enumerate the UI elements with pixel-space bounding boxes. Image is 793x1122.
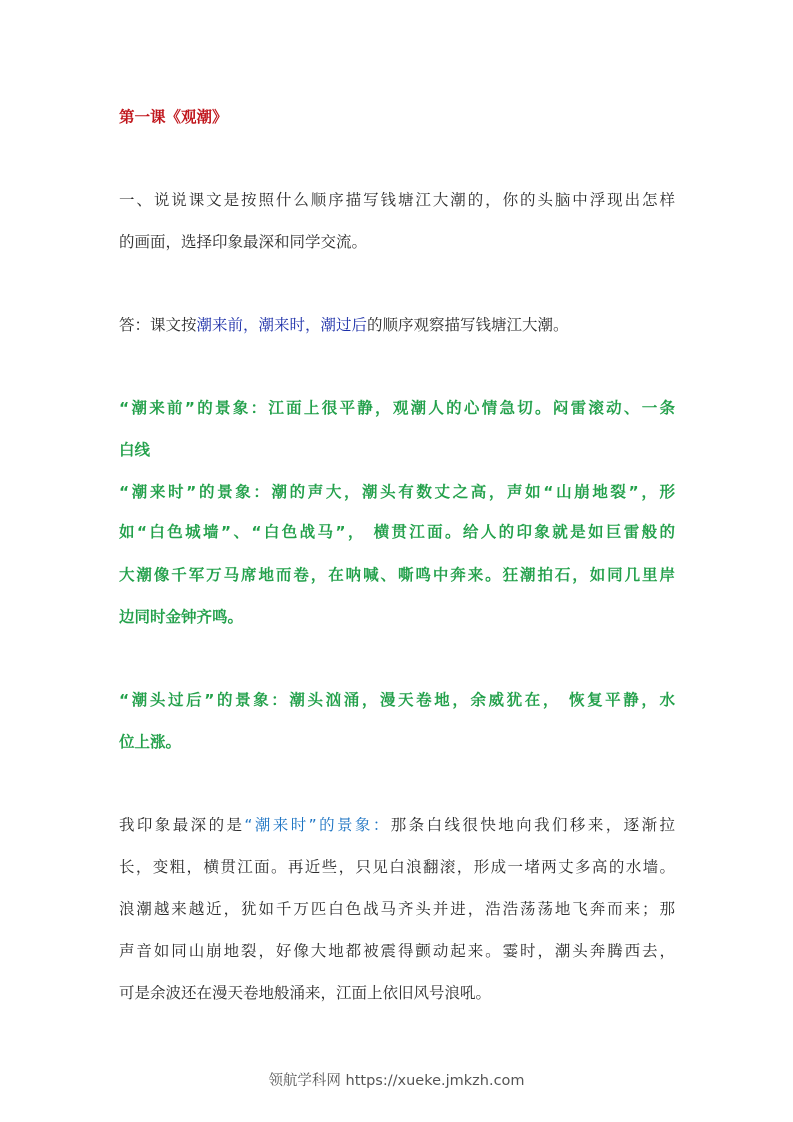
impression-line-1-rest: 那条白线很快地向我们移来，逐渐拉 (390, 816, 675, 834)
impression-line-5: 可是余波还在漫天卷地般涌来，江面上依旧风号浪吼。 (119, 984, 492, 1002)
impression-line-3: 浪潮越来越近，犹如千万匹白色战马齐头并进，浩浩荡荡地飞奔而来；那 (119, 900, 675, 918)
lesson-title: 第一课《观潮》 (119, 108, 228, 126)
impression-line-4: 声音如同山崩地裂，好像大地都被震得颤动起来。霎时，潮头奔腾西去， (119, 942, 675, 960)
scene-after-line-2: 位上涨。 (119, 733, 182, 751)
scene-after-line-1: “潮头过后”的景象：潮头汹涌，漫天卷地，余威犹在， 恢复平静，水 (119, 691, 675, 709)
answer-suffix: 的顺序观察描写钱塘江大潮。 (367, 316, 569, 334)
impression-line-1 (119, 814, 675, 836)
answer-prefix: 答：课文按 (119, 316, 197, 334)
footer-watermark: 领航学科网 https://xueke.jmkzh.com (268, 1073, 525, 1089)
answer-order: 潮来前，潮来时，潮过后 (196, 316, 368, 334)
scene-during-line-1: “潮来时”的景象：潮的声大，潮头有数丈之高，声如“山崩地裂”，形 (119, 483, 675, 501)
scene-during-line-4: 边同时金钟齐鸣。 (119, 608, 244, 626)
scene-before-line-1: “潮来前”的景象：江面上很平静，观潮人的心情急切。闷雷滚动、一条 (119, 399, 675, 417)
impression-highlight: “潮来时”的景象： (244, 816, 391, 834)
impression-line-2: 长，变粗，横贯江面。再近些，只见白浪翻滚，形成一堵两丈多高的水墙。 (119, 858, 675, 876)
question-line-2: 的画面，选择印象最深和同学交流。 (119, 233, 368, 251)
answer-line (119, 314, 569, 336)
scene-during-line-3: 大潮像千军万马席地而卷，在呐喊、嘶鸣中奔来。狂潮拍石，如同几里岸 (119, 566, 675, 584)
scene-before-line-2: 白线 (119, 441, 151, 459)
impression-prefix: 我印象最深的是 (119, 816, 245, 834)
question-line-1: 一、说说课文是按照什么顺序描写钱塘江大潮的，你的头脑中浮现出怎样 (119, 191, 675, 209)
scene-during-line-2: 如“白色城墙”、“白色战马”， 横贯江面。给人的印象就是如巨雷般的 (119, 523, 675, 541)
